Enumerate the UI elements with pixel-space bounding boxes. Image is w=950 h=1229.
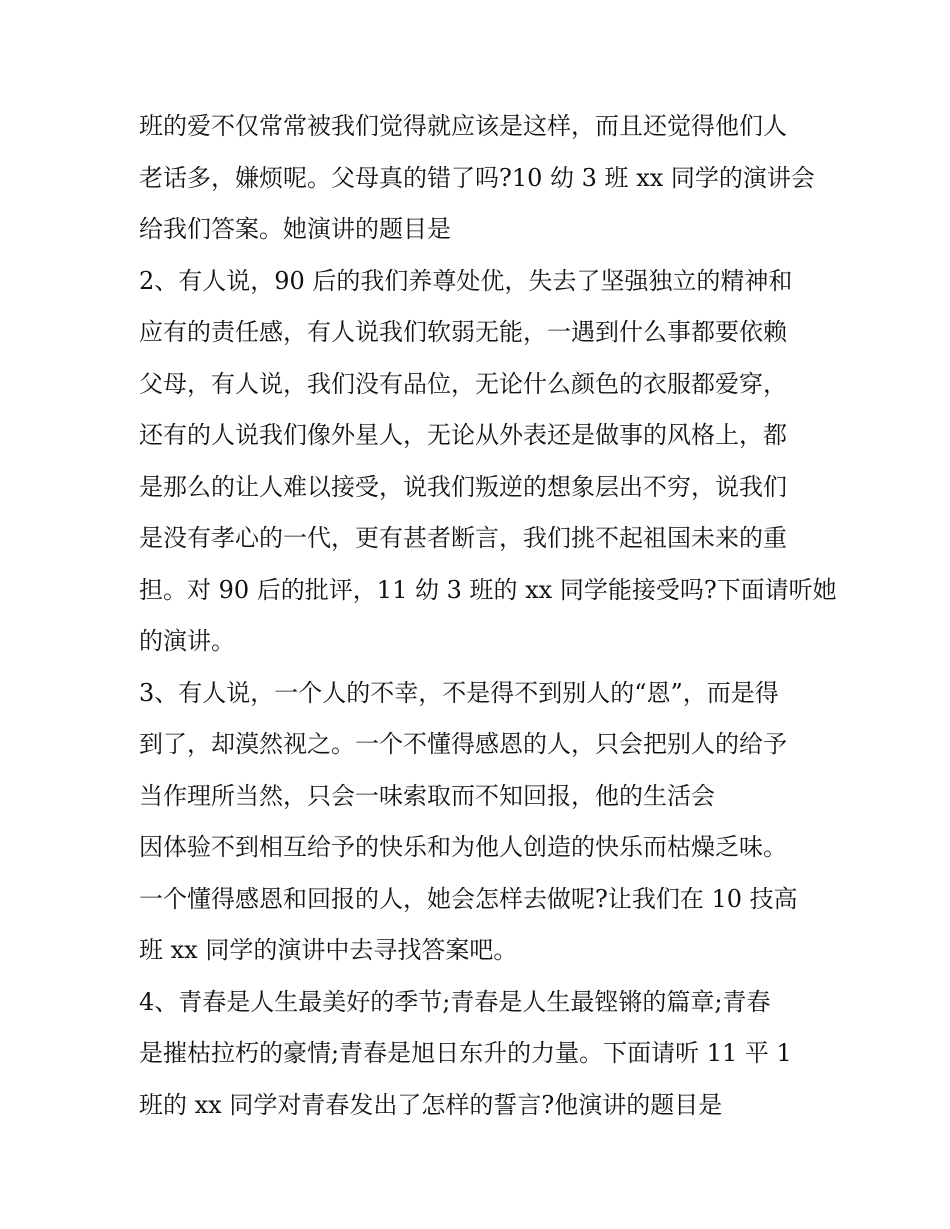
text-line: 是没有孝心的一代，更有甚者断言，我们挑不起祖国未来的重 [139,524,787,552]
text-line: 老话多，嫌烦呢。父母真的错了吗?10 幼 3 班 xx 同学的演讲会 [139,163,815,192]
text-line: 到了，却漠然视之。一个不懂得感恩的人，只会把别人的给予 [139,730,787,758]
text-line: 还有的人说我们像外星人，无论从外表还是做事的风格上，都 [139,421,787,449]
text-line: 班的 xx 同学对青春发出了怎样的誓言?他演讲的题目是 [139,1090,723,1119]
text-line: 是那么的让人难以接受，说我们叛逆的想象层出不穷，说我们 [139,472,787,501]
text-line: 2、有人说，90 后的我们养尊处优，失去了坚强独立的精神和 [139,266,793,295]
text-line: 是摧枯拉朽的豪情;青春是旭日东升的力量。下面请听 11 平 1 [139,1039,792,1067]
text-line: 一个懂得感恩和回报的人，她会怎样去做呢?让我们在 10 技高 [139,884,798,913]
text-line: 应有的责任感，有人说我们软弱无能，一遇到什么事都要依赖 [139,318,787,346]
text-line: 担。对 90 后的批评，11 幼 3 班的 xx 同学能接受吗?下面请听她 [139,575,837,604]
text-line: 班的爱不仅常常被我们觉得就应该是这样，而且还觉得他们人 [139,112,787,140]
text-line: 的演讲。 [139,627,235,655]
text-line: 3、有人说，一个人的不幸，不是得不到别人的“恩”，而是得 [139,678,779,707]
text-line: 4、青春是人生最美好的季节;青春是人生最铿锵的篇章;青春 [139,987,771,1016]
text-line: 因体验不到相互给予的快乐和为他人创造的快乐而枯燥乏味。 [139,833,787,861]
text-line: 父母，有人说，我们没有品位，无论什么颜色的衣服都爱穿， [139,369,787,398]
document-body [139,101,837,1131]
text-line: 当作理所当然，只会一味索取而不知回报，他的生活会 [139,781,715,810]
text-line: 班 xx 同学的演讲中去寻找答案吧。 [139,936,518,964]
text-line: 给我们答案。她演讲的题目是 [139,215,451,243]
